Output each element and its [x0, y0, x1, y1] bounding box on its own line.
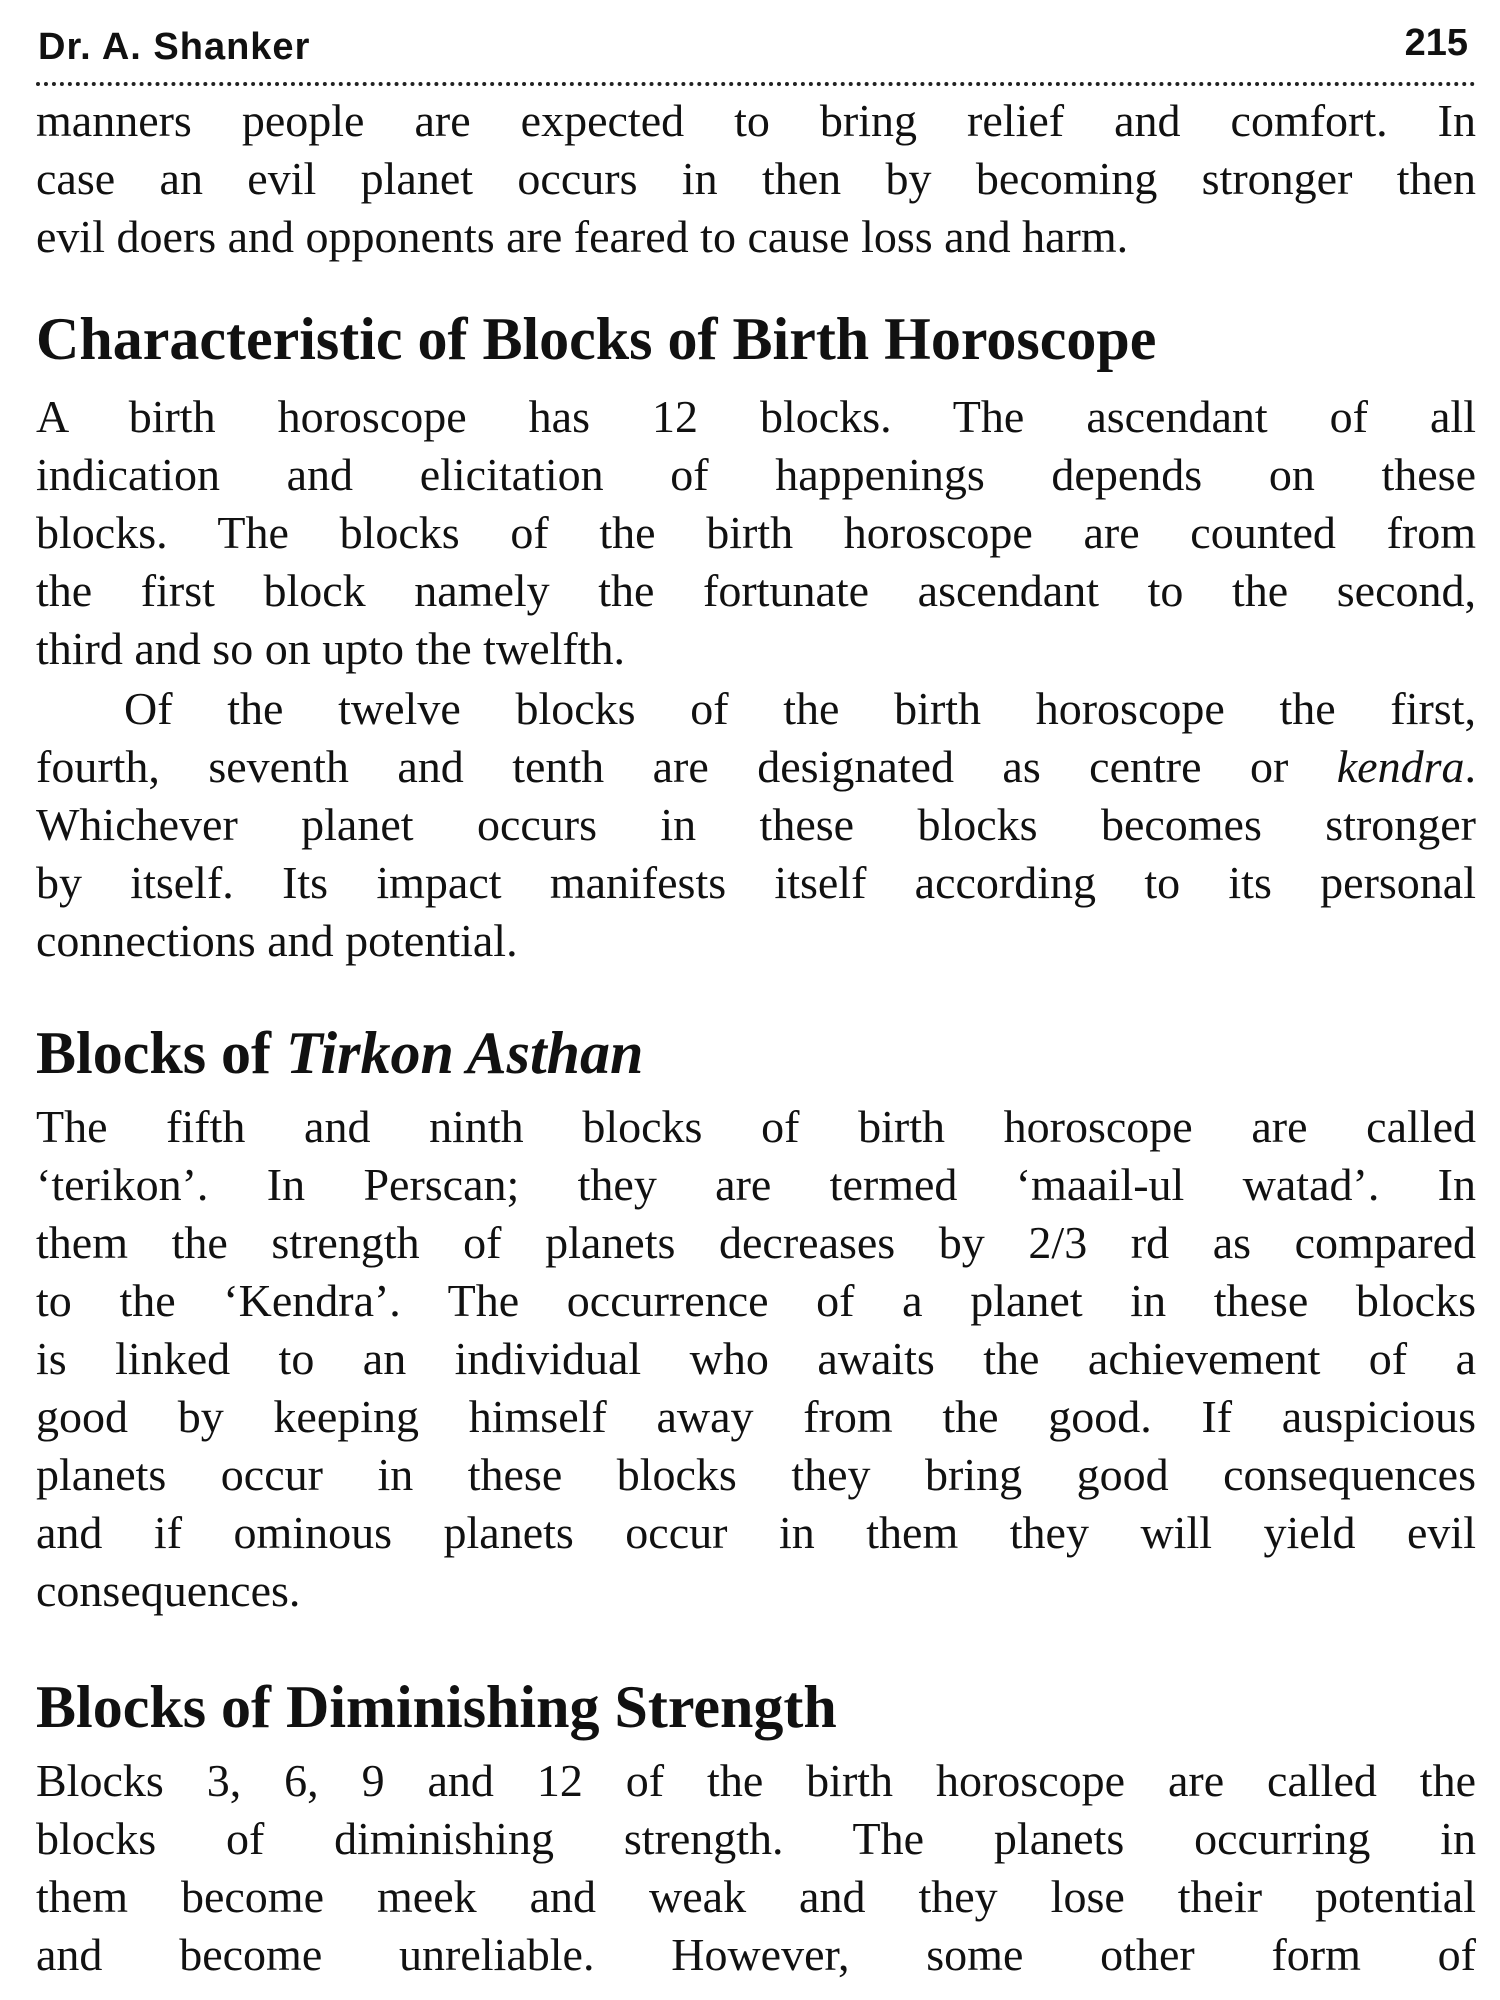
text-line: manners people are expected to bring relief and comfort. In: [36, 95, 1476, 146]
italic-term: kendra: [1336, 741, 1465, 792]
text-line: blocks. The blocks of the birth horoscope are counted from: [36, 507, 1476, 558]
text-line: blocks of diminishing strength. The planets occurring in: [36, 1813, 1476, 1864]
author-name: Dr. A. Shanker: [38, 26, 311, 68]
section3-paragraph: [36, 1752, 1476, 1984]
text-line: evil doers and opponents are feared to cause loss and harm.: [36, 211, 1129, 262]
text-line: is linked to an individual who awaits the achievement of a: [36, 1333, 1476, 1384]
text-line: The fifth and ninth blocks of birth horoscope are called: [36, 1101, 1476, 1152]
text-fragment: fourth, seventh and tenth are designated as centre or: [36, 741, 1337, 792]
text-line: connections and potential.: [36, 915, 518, 966]
text-fragment: .: [1464, 741, 1476, 792]
text-line: planets occur in these blocks they bring good consequences: [36, 1449, 1476, 1500]
running-head: [36, 22, 1472, 72]
section-heading: Characteristic of Blocks of Birth Horoscope: [36, 306, 1157, 372]
text-line: ‘terikon’. In Perscan; they are termed ‘maail-ul watad’. In: [36, 1159, 1476, 1210]
section1-paragraph-1: [36, 388, 1476, 678]
text-line: to the ‘Kendra’. The occurrence of a planet in these blocks: [36, 1275, 1476, 1326]
text-line: by itself. Its impact manifests itself according to its personal: [36, 857, 1476, 908]
section-heading: Blocks of Diminishing Strength: [36, 1674, 837, 1740]
text-line: Blocks 3, 6, 9 and 12 of the birth horoscope are called the: [36, 1755, 1476, 1806]
text-line: and if ominous planets occur in them they will yield evil: [36, 1507, 1476, 1558]
text-line: the first block namely the fortunate ascendant to the second,: [36, 565, 1476, 616]
text-line: Whichever planet occurs in these blocks becomes stronger: [36, 799, 1476, 850]
section-heading: [36, 1018, 643, 1088]
text-line: case an evil planet occurs in then by becoming stronger then: [36, 153, 1476, 204]
text-line: consequences.: [36, 1565, 301, 1616]
text-line: A birth horoscope has 12 blocks. The ascendant of all: [36, 391, 1476, 442]
text-line: and become unreliable. However, some other form of: [36, 1929, 1476, 1980]
section1-paragraph-2: [36, 680, 1476, 970]
text-line: them become meek and weak and they lose their potential: [36, 1871, 1476, 1922]
text-line: third and so on upto the twelfth.: [36, 623, 625, 674]
text-line: them the strength of planets decreases by 2/3 rd as compared: [36, 1217, 1476, 1268]
text-line: indication and elicitation of happenings depends on these: [36, 449, 1476, 500]
text-line: [36, 738, 1476, 796]
text-line: Of the twelve blocks of the birth horoscope the first,: [124, 683, 1476, 734]
book-page: [36, 0, 1476, 2000]
header-dotted-rule: [36, 82, 1476, 86]
page-number: 215: [1404, 22, 1468, 64]
intro-paragraph: [36, 92, 1476, 266]
section2-paragraph: [36, 1098, 1476, 1620]
heading-text: Blocks of: [36, 1020, 287, 1086]
text-line: good by keeping himself away from the good. If auspicious: [36, 1391, 1476, 1442]
heading-italic-term: Tirkon Asthan: [286, 1020, 644, 1086]
